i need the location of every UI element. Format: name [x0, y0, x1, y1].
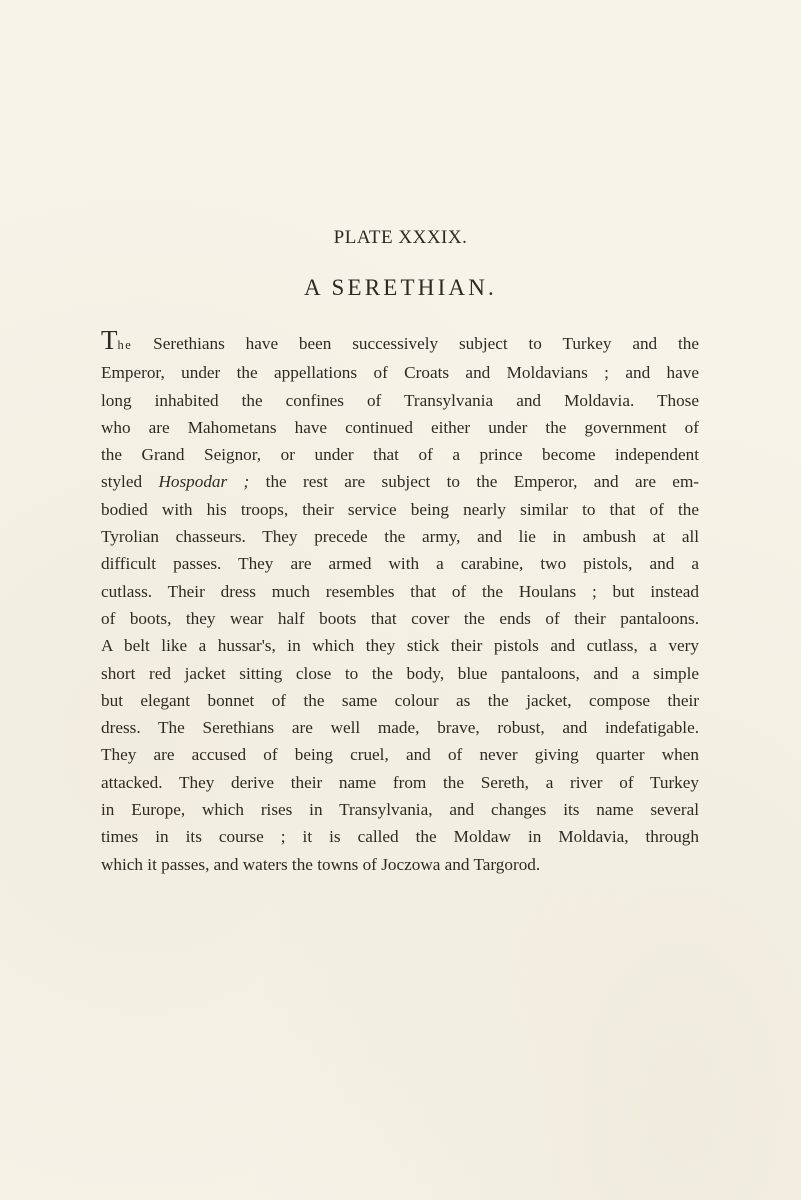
text-line: who are Mahometans have continued either under the government of: [101, 417, 699, 437]
text-line: cutlass. Their dress much resembles that of the Houlans ; but instead: [101, 581, 699, 601]
text-line: the Grand Seignor, or under that of a prince become independent: [101, 445, 699, 465]
drop-cap: T: [101, 325, 118, 355]
text-line: bodied with his troops, their service being nearly similar to that of the: [101, 499, 699, 519]
text-line: A belt like a hussar's, in which they stick their pistols and cutlass, a very: [101, 636, 699, 656]
text-line: but elegant bonnet of the same colour as the jacket, compose their: [101, 690, 699, 710]
text-line: long inhabited the confines of Transylvania and Moldavia. Those: [101, 390, 699, 410]
text-line: difficult passes. They are armed with a carabine, two pistols, and a: [101, 554, 699, 574]
text-line: Emperor, under the appellations of Croats and Moldavians ; and have: [101, 363, 699, 383]
text-line: times in its course ; it is called the Moldaw in Moldavia, through: [101, 827, 699, 847]
small-caps-word: he: [117, 338, 133, 352]
text-line: of boots, they wear half boots that cover the ends of their pantaloons.: [101, 608, 699, 628]
italic-term: Hospodar ;: [158, 472, 250, 492]
text-line: which it passes, and waters the towns of Joczowa and Targorod.: [101, 854, 541, 874]
text-line: They are accused of being cruel, and of never giving quarter when: [101, 745, 699, 765]
text-line: Tyrolian chasseurs. They precede the army, and lie in ambush at all: [101, 527, 699, 547]
text-line: attacked. They derive their name from the Sereth, a river of Turkey: [101, 772, 699, 792]
plate-number: PLATE XXXIX.: [333, 227, 468, 248]
text-line: in Europe, which rises in Transylvania, and changes its name several: [101, 800, 699, 820]
text-line: [101, 468, 699, 495]
text-segment: the rest are subject to the Emperor, and are em-: [265, 472, 700, 492]
text-segment: styled: [101, 472, 143, 492]
text-line: dress. The Serethians are well made, brave, robust, and indefatigable.: [101, 718, 699, 738]
text-line-content: Serethians have been successively subject to Turkey and the: [153, 334, 699, 353]
text-line: short red jacket sitting close to the body, blue pantaloons, and a simple: [101, 663, 699, 683]
text-line: [101, 325, 699, 359]
body-paragraph: [101, 325, 700, 878]
page-title: A SERETHIAN.: [303, 275, 497, 300]
